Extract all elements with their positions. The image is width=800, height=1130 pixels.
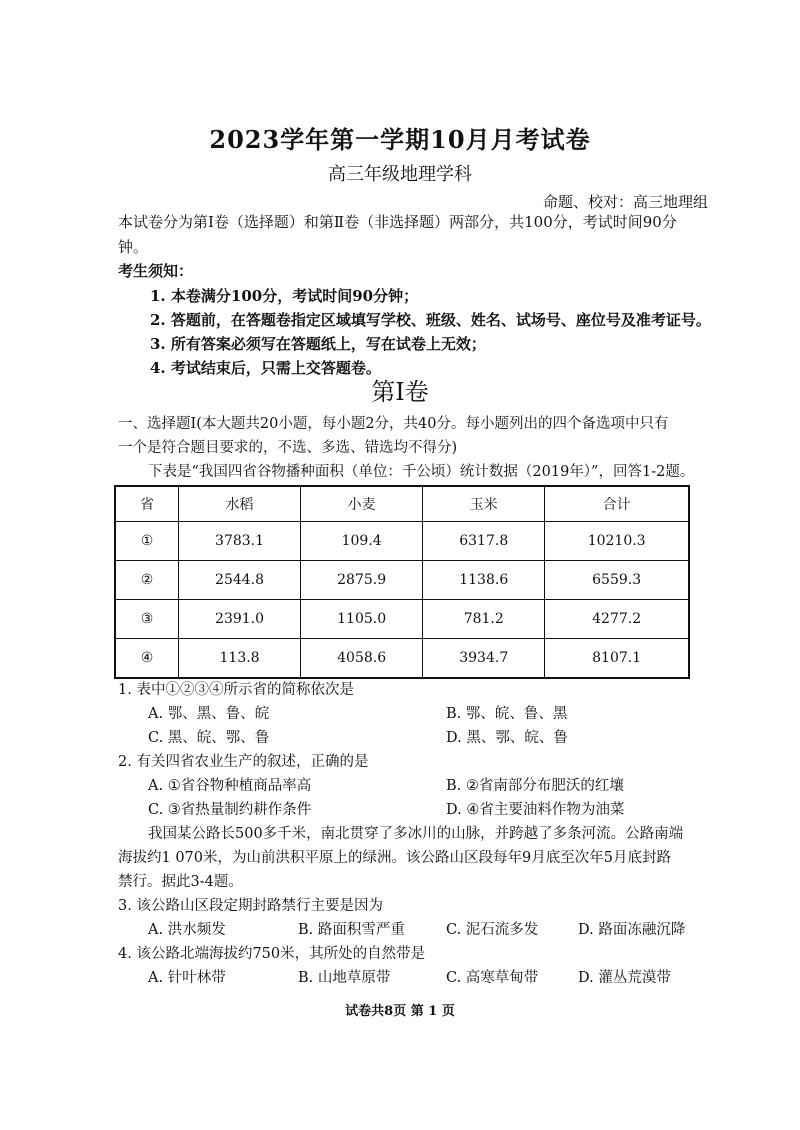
table-row	[115, 561, 689, 600]
question-option: D. 黑、鄂、皖、鲁	[446, 730, 568, 746]
question-stem: 3. 该公路山区段定期封路禁行主要是因为	[118, 898, 383, 914]
reading-passage: 我国某公路长500多千米，南北贯穿了多冰川的山脉，并跨越了多条河流。公路南端	[148, 826, 684, 842]
table-cell: 8107.1	[545, 639, 689, 679]
table-intro: 下表是“我国四省谷物播种面积（单位：千公顷）统计数据（2019年）”，回答1-2题。	[148, 464, 695, 480]
question-option: B. ②省南部分布肥沃的红壤	[446, 778, 624, 794]
section-instruction: 一个是符合题目要求的，不选、多选、错选均不得分)	[118, 440, 458, 456]
table-cell: 10210.3	[545, 522, 689, 561]
table-row	[115, 600, 689, 639]
notice-item: 2. 答题前，在答题卷指定区域填写学校、班级、姓名、试场号、座位号及准考证号。	[150, 311, 711, 329]
question-option: A. ①省谷物种植商品率高	[148, 778, 312, 794]
column-header: 省	[115, 486, 179, 522]
table-header-row	[115, 486, 689, 522]
question-option: B. 鄂、皖、鲁、黑	[446, 706, 568, 722]
question-option: A. 针叶林带	[148, 970, 226, 986]
notice-item: 4. 考试结束后，只需上交答题卷。	[150, 359, 381, 377]
question-option: D. 路面冻融沉降	[578, 922, 686, 938]
table-cell: ②	[115, 561, 179, 600]
column-header: 合计	[545, 486, 689, 522]
table-cell: 1105.0	[301, 600, 423, 639]
notice-item: 1. 本卷满分100分，考试时间90分钟；	[150, 287, 419, 305]
reading-passage: 海拔约1 070米，为山前洪积平原上的绿洲。该公路山区段每年9月底至次年5月底封路	[118, 850, 671, 866]
table-cell: 109.4	[301, 522, 423, 561]
table-cell: 4277.2	[545, 600, 689, 639]
exam-author: 命题、校对：高三地理组	[542, 193, 708, 211]
page-footer: 试卷共8页 第 1 页	[345, 1004, 455, 1019]
question-stem: 1. 表中①②③④所示省的简称依次是	[118, 682, 354, 698]
table-cell: 113.8	[179, 639, 301, 679]
question-option: A. 洪水频发	[148, 922, 226, 938]
question-option: B. 路面积雪严重	[298, 922, 405, 938]
table-cell: 3934.7	[423, 639, 545, 679]
question-option: D. ④省主要油料作物为油菜	[446, 802, 625, 818]
table-cell: 4058.6	[301, 639, 423, 679]
question-option: D. 灌丛荒漠带	[578, 970, 671, 986]
table-cell: 2391.0	[179, 600, 301, 639]
section-instruction: 一、选择题Ⅰ(本大题共20小题，每小题2分，共40分。每小题列出的四个备选项中只有	[118, 416, 669, 432]
table-cell: ④	[115, 639, 179, 679]
table-cell: 6317.8	[423, 522, 545, 561]
reading-passage: 禁行。据此3-4题。	[118, 874, 243, 890]
grain-area-table	[114, 485, 690, 679]
question-option: B. 山地草原带	[298, 970, 391, 986]
question-stem: 2. 有关四省农业生产的叙述，正确的是	[118, 754, 369, 770]
question-option: C. 泥石流多发	[446, 922, 539, 938]
table-cell: 1138.6	[423, 561, 545, 600]
question-option: C. 黑、皖、鄂、鲁	[148, 730, 270, 746]
table-row	[115, 639, 689, 679]
table-cell: 2544.8	[179, 561, 301, 600]
exam-title: 2023学年第一学期10月月考试卷	[209, 125, 591, 154]
table-cell: 6559.3	[545, 561, 689, 600]
question-stem: 4. 该公路北端海拔约750米，其所处的自然带是	[118, 946, 426, 962]
table-cell: ①	[115, 522, 179, 561]
table-row	[115, 522, 689, 561]
table-cell: 781.2	[423, 600, 545, 639]
exam-intro: 本试卷分为第Ⅰ卷（选择题）和第Ⅱ卷（非选择题）两部分，共100分，考试时间90分钟。	[118, 213, 677, 256]
column-header: 小麦	[301, 486, 423, 522]
table-cell: 3783.1	[179, 522, 301, 561]
table-cell: 2875.9	[301, 561, 423, 600]
table-cell: ③	[115, 600, 179, 639]
question-option: C. ③省热量制约耕作条件	[148, 802, 312, 818]
notice-item: 3. 所有答案必须写在答题纸上，写在试卷上无效；	[150, 335, 486, 353]
exam-subtitle: 高三年级地理学科	[328, 164, 472, 185]
part-title: 第Ⅰ卷	[371, 378, 429, 406]
column-header: 水稻	[179, 486, 301, 522]
column-header: 玉米	[423, 486, 545, 522]
notice-heading: 考生须知：	[118, 262, 194, 280]
question-option: C. 高寒草甸带	[446, 970, 539, 986]
question-option: A. 鄂、黑、鲁、皖	[148, 706, 270, 722]
